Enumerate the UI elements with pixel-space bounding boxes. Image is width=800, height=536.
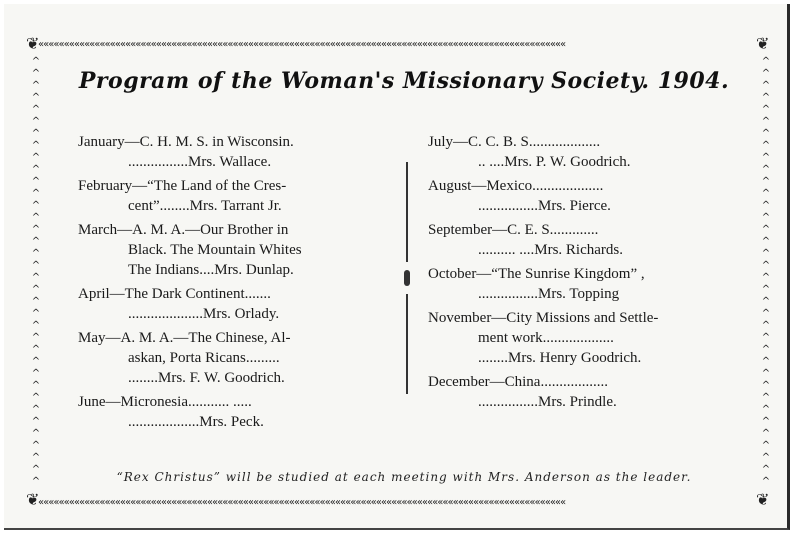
right-ornamental-border: ^ ^ ^ ^ ^ ^ ^ ^ ^ ^ ^ ^ ^ ^ ^ ^ ^ ^ ^ ^ ^ ^ ^ ^ ^ ^ ^ ^ ^ ^ ^ ^ ^ ^ ^ ^ bbox=[761, 56, 771, 486]
corner-ornament-icon: ❦ bbox=[756, 34, 770, 53]
entry-line: January—C. H. M. S. in Wisconsin. bbox=[78, 134, 294, 150]
program-entry-october bbox=[428, 264, 724, 304]
program-entry-august bbox=[428, 176, 724, 216]
entry-line: June—Micronesia........... ..... bbox=[78, 394, 252, 410]
program-entry-september bbox=[428, 220, 724, 260]
corner-ornament-icon: ❦ bbox=[26, 34, 40, 53]
program-entry-july bbox=[428, 132, 724, 172]
program-entry-november bbox=[428, 308, 724, 368]
page-title: Program of the Woman's Missionary Society. 1904. bbox=[78, 68, 730, 94]
entry-line: March—A. M. A.—Our Brother in bbox=[78, 222, 289, 238]
entry-line: ................Mrs. Wallace. bbox=[128, 154, 272, 170]
entry-line: ........Mrs. Henry Goodrich. bbox=[478, 350, 642, 366]
program-entry-may bbox=[78, 328, 374, 388]
entry-line: December—China.................. bbox=[428, 374, 608, 390]
program-right-column bbox=[428, 132, 724, 416]
footer-note: “Rex Christus” will be studied at each meeting with Mrs. Anderson as the leader. bbox=[116, 470, 692, 484]
entry-line: February—“The Land of the Cres- bbox=[78, 178, 287, 194]
entry-line: ...................Mrs. Peck. bbox=[128, 414, 264, 430]
entry-line: April—The Dark Continent....... bbox=[78, 286, 271, 302]
entry-line: ................Mrs. Topping bbox=[478, 286, 620, 302]
entry-line: May—A. M. A.—The Chinese, Al- bbox=[78, 330, 291, 346]
entry-line: .......... ....Mrs. Richards. bbox=[478, 242, 623, 258]
program-card bbox=[4, 4, 790, 530]
entry-line: ........Mrs. F. W. Goodrich. bbox=[128, 370, 285, 386]
program-entry-december bbox=[428, 372, 724, 412]
entry-line: .. ....Mrs. P. W. Goodrich. bbox=[478, 154, 631, 170]
bottom-ornamental-border: ««««««««««««««««««««««««««««««««««««««««««««««««««««««««««««««««««««««««««««««««««««««««««««««««««««««« bbox=[38, 498, 566, 508]
program-left-column bbox=[78, 132, 374, 436]
corner-ornament-icon: ❦ bbox=[26, 490, 40, 509]
entry-line: August—Mexico................... bbox=[428, 178, 604, 194]
entry-line: cent”........Mrs. Tarrant Jr. bbox=[128, 198, 282, 214]
entry-line: ment work................... bbox=[478, 330, 614, 346]
entry-line: ................Mrs. Pierce. bbox=[478, 198, 611, 214]
entry-line: ................Mrs. Prindle. bbox=[478, 394, 617, 410]
entry-line: ....................Mrs. Orlady. bbox=[128, 306, 280, 322]
entry-line: October—“The Sunrise Kingdom” , bbox=[428, 266, 645, 282]
left-ornamental-border: ^ ^ ^ ^ ^ ^ ^ ^ ^ ^ ^ ^ ^ ^ ^ ^ ^ ^ ^ ^ ^ ^ ^ ^ ^ ^ ^ ^ ^ ^ ^ ^ ^ ^ ^ ^ bbox=[31, 56, 41, 486]
column-divider bbox=[402, 162, 412, 394]
corner-ornament-icon: ❦ bbox=[756, 490, 770, 509]
program-entry-june bbox=[78, 392, 374, 432]
program-entry-february bbox=[78, 176, 374, 216]
top-ornamental-border: ««««««««««««««««««««««««««««««««««««««««««««««««««««««««««««««««««««««««««««««««««««««««««««««««««««««« bbox=[38, 40, 566, 50]
entry-line: The Indians....Mrs. Dunlap. bbox=[128, 262, 294, 278]
entry-line: November—City Missions and Settle- bbox=[428, 310, 659, 326]
entry-line: September—C. E. S............. bbox=[428, 222, 599, 238]
program-entry-january bbox=[78, 132, 374, 172]
program-entry-april bbox=[78, 284, 374, 324]
entry-line: askan, Porta Ricans......... bbox=[128, 350, 280, 366]
entry-line: July—C. C. B. S................... bbox=[428, 134, 601, 150]
program-entry-march bbox=[78, 220, 374, 280]
entry-line: Black. The Mountain Whites bbox=[128, 242, 302, 258]
